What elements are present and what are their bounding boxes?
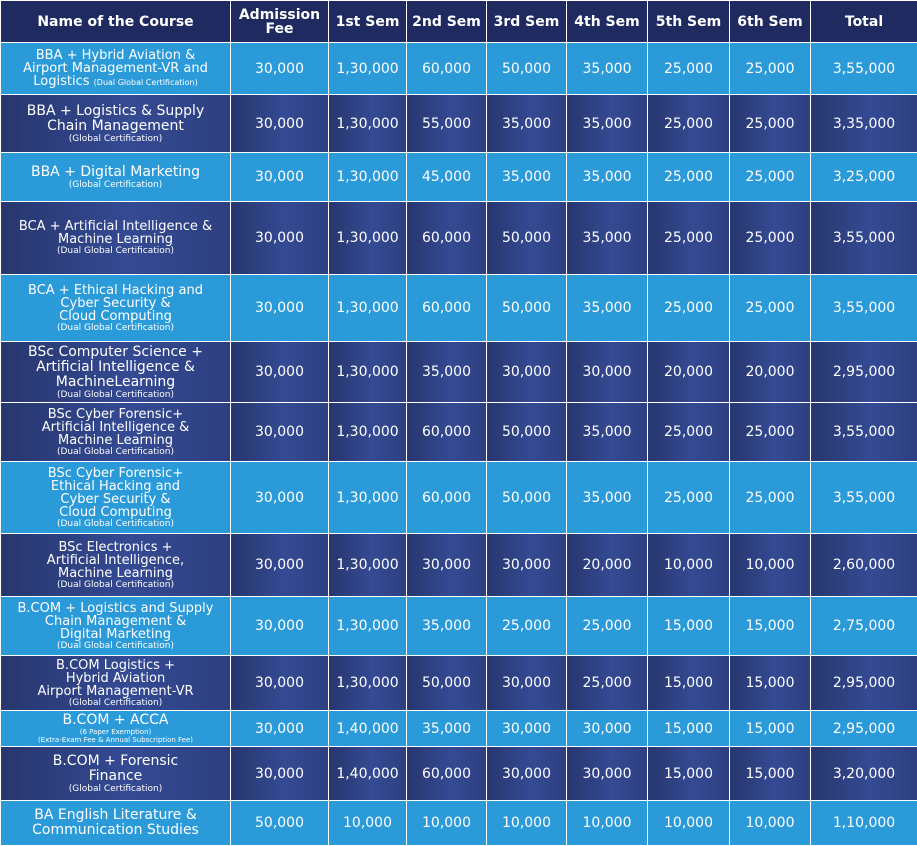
sem-5-cell: 15,000: [648, 747, 730, 801]
sem-1-cell: 1,30,000: [329, 534, 407, 597]
course-name-line: BBA + Hybrid Aviation &: [3, 49, 228, 62]
sem-2-cell: 60,000: [407, 747, 487, 801]
course-name-line: Hybrid Aviation: [3, 672, 228, 685]
sem-4-cell: 30,000: [567, 342, 648, 403]
sem-4-cell: 35,000: [567, 403, 648, 462]
total-cell: 3,55,000: [811, 403, 917, 462]
sem-6-cell: 20,000: [730, 342, 811, 403]
sem-1-cell: 1,30,000: [329, 43, 407, 95]
course-name-cell: [1, 43, 231, 95]
sem-6-cell: 15,000: [730, 597, 811, 656]
course-name-line: (Global Certification): [3, 698, 228, 708]
sem-4-cell: 35,000: [567, 462, 648, 534]
header-row: [1, 1, 917, 43]
course-name-line: BSc Electronics +: [3, 541, 228, 554]
course-name-line: (Dual Global Certification): [3, 323, 228, 333]
total-cell: 2,95,000: [811, 656, 917, 711]
course-name-line: Artificial Intelligence &: [3, 421, 228, 434]
total-cell: 2,95,000: [811, 342, 917, 403]
admission-fee-cell: 30,000: [231, 202, 329, 275]
sem-6-cell: 15,000: [730, 747, 811, 801]
course-name-line: B.COM + Logistics and Supply: [3, 602, 228, 615]
course-name-line: Artificial Intelligence,: [3, 554, 228, 567]
sem-3-cell: 50,000: [487, 275, 567, 342]
sem-2-cell: 60,000: [407, 275, 487, 342]
course-name-cell: [1, 153, 231, 202]
sem-5-cell: 25,000: [648, 95, 730, 153]
sem-5-cell: 25,000: [648, 43, 730, 95]
sem-2-cell: 30,000: [407, 534, 487, 597]
course-name-line: Chain Management &: [3, 615, 228, 628]
total-cell: 3,55,000: [811, 462, 917, 534]
course-name-line: Communication Studies: [3, 823, 228, 838]
course-name-cell: [1, 801, 231, 846]
table-row: [1, 153, 917, 202]
admission-fee-cell: 30,000: [231, 534, 329, 597]
course-name-line: (Dual Global Certification): [3, 641, 228, 651]
total-cell: 3,55,000: [811, 202, 917, 275]
course-name-line: B.COM + Forensic: [3, 754, 228, 769]
course-name-cell: [1, 342, 231, 403]
sem-4-cell: 35,000: [567, 202, 648, 275]
table-row: [1, 656, 917, 711]
table-row: [1, 43, 917, 95]
sem-4-cell: 35,000: [567, 43, 648, 95]
sem-6-cell: 25,000: [730, 462, 811, 534]
course-name-cell: [1, 597, 231, 656]
sem-4-cell: 25,000: [567, 656, 648, 711]
course-name-line: (Dual Global Certification): [3, 447, 228, 457]
sem-5-cell: 15,000: [648, 711, 730, 747]
sem-5-cell: 25,000: [648, 153, 730, 202]
course-name-line: Cloud Computing: [3, 310, 228, 323]
sem-6-cell: 25,000: [730, 95, 811, 153]
table-row: [1, 534, 917, 597]
course-name-line: Cyber Security &: [3, 493, 228, 506]
course-name-line: Cloud Computing: [3, 506, 228, 519]
course-name-line: MachineLearning: [3, 375, 228, 390]
sem-5-cell: 25,000: [648, 202, 730, 275]
sem-3-cell: 50,000: [487, 462, 567, 534]
course-name-cell: [1, 462, 231, 534]
header-5th-sem: 5th Sem: [648, 1, 730, 43]
sem-3-cell: 30,000: [487, 747, 567, 801]
header-6th-sem: 6th Sem: [730, 1, 811, 43]
sem-6-cell: 25,000: [730, 202, 811, 275]
sem-2-cell: 50,000: [407, 656, 487, 711]
course-name-line: Chain Management: [3, 119, 228, 134]
sem-1-cell: 1,30,000: [329, 597, 407, 656]
course-name-cell: [1, 403, 231, 462]
admission-fee-cell: 30,000: [231, 462, 329, 534]
sem-3-cell: 35,000: [487, 95, 567, 153]
sem-4-cell: 35,000: [567, 275, 648, 342]
certification-note: (Dual Global Certification): [94, 78, 198, 87]
sem-4-cell: 30,000: [567, 711, 648, 747]
total-cell: 3,25,000: [811, 153, 917, 202]
course-name-line: (Global Certification): [3, 134, 228, 144]
course-name-line: (Dual Global Certification): [3, 519, 228, 529]
admission-fee-cell: 30,000: [231, 597, 329, 656]
course-name-line: [3, 75, 228, 89]
sem-1-cell: 1,30,000: [329, 656, 407, 711]
sem-1-cell: 1,30,000: [329, 95, 407, 153]
header-admission-fee: Admission Fee: [231, 1, 329, 43]
sem-1-cell: 1,30,000: [329, 153, 407, 202]
course-name-cell: [1, 711, 231, 747]
table-row: [1, 202, 917, 275]
sem-4-cell: 25,000: [567, 597, 648, 656]
course-name-line: Ethical Hacking and: [3, 480, 228, 493]
total-cell: 3,55,000: [811, 43, 917, 95]
course-name-line: (6 Paper Exemption): [3, 728, 228, 736]
table-row: [1, 462, 917, 534]
course-name-line: (Dual Global Certification): [3, 580, 228, 590]
course-name-line: BBA + Digital Marketing: [3, 165, 228, 180]
sem-1-cell: 1,30,000: [329, 342, 407, 403]
admission-fee-cell: 30,000: [231, 43, 329, 95]
sem-4-cell: 30,000: [567, 747, 648, 801]
course-name-cell: [1, 95, 231, 153]
sem-1-cell: 1,40,000: [329, 711, 407, 747]
course-name-line: Machine Learning: [3, 434, 228, 447]
table-row: [1, 275, 917, 342]
course-name-line: BSc Cyber Forensic+: [3, 467, 228, 480]
course-name-cell: [1, 275, 231, 342]
table-row: [1, 403, 917, 462]
total-cell: 2,75,000: [811, 597, 917, 656]
course-name-line: (Dual Global Certification): [3, 390, 228, 400]
total-cell: 2,95,000: [811, 711, 917, 747]
sem-3-cell: 35,000: [487, 153, 567, 202]
course-name-line: (Global Certification): [3, 784, 228, 794]
course-name-line: Machine Learning: [3, 567, 228, 580]
admission-fee-cell: 30,000: [231, 95, 329, 153]
sem-3-cell: 50,000: [487, 403, 567, 462]
sem-1-cell: 1,30,000: [329, 462, 407, 534]
admission-fee-cell: 30,000: [231, 275, 329, 342]
sem-5-cell: 25,000: [648, 462, 730, 534]
sem-6-cell: 25,000: [730, 403, 811, 462]
sem-5-cell: 25,000: [648, 275, 730, 342]
course-name-line: Cyber Security &: [3, 297, 228, 310]
sem-6-cell: 15,000: [730, 656, 811, 711]
sem-6-cell: 25,000: [730, 153, 811, 202]
header-total: Total: [811, 1, 917, 43]
table-row: [1, 747, 917, 801]
table-row: [1, 342, 917, 403]
sem-4-cell: 35,000: [567, 153, 648, 202]
course-name-line: Airport Management-VR: [3, 685, 228, 698]
admission-fee-cell: 30,000: [231, 711, 329, 747]
course-name-line: BA English Literature &: [3, 808, 228, 823]
course-name-line: Airport Management-VR and: [3, 62, 228, 75]
course-name-line: Machine Learning: [3, 233, 228, 246]
header-course-name: Name of the Course: [1, 1, 231, 43]
total-cell: 3,55,000: [811, 275, 917, 342]
sem-5-cell: 15,000: [648, 656, 730, 711]
course-name-line: (Dual Global Certification): [3, 246, 228, 256]
course-name-cell: [1, 656, 231, 711]
course-name-line: B.COM Logistics +: [3, 659, 228, 672]
sem-5-cell: 15,000: [648, 597, 730, 656]
sem-3-cell: 50,000: [487, 202, 567, 275]
sem-3-cell: 50,000: [487, 43, 567, 95]
table-row: [1, 711, 917, 747]
sem-6-cell: 25,000: [730, 43, 811, 95]
sem-5-cell: 20,000: [648, 342, 730, 403]
course-name-cell: [1, 534, 231, 597]
sem-2-cell: 60,000: [407, 462, 487, 534]
sem-1-cell: 10,000: [329, 801, 407, 846]
sem-3-cell: 30,000: [487, 656, 567, 711]
admission-fee-cell: 30,000: [231, 403, 329, 462]
admission-fee-cell: 30,000: [231, 153, 329, 202]
sem-2-cell: 35,000: [407, 597, 487, 656]
header-1st-sem: 1st Sem: [329, 1, 407, 43]
sem-4-cell: 35,000: [567, 95, 648, 153]
admission-fee-cell: 50,000: [231, 801, 329, 846]
sem-6-cell: 10,000: [730, 534, 811, 597]
sem-6-cell: 25,000: [730, 275, 811, 342]
header-3rd-sem: 3rd Sem: [487, 1, 567, 43]
table-row: [1, 597, 917, 656]
admission-fee-cell: 30,000: [231, 656, 329, 711]
sem-2-cell: 55,000: [407, 95, 487, 153]
sem-6-cell: 10,000: [730, 801, 811, 846]
sem-2-cell: 35,000: [407, 711, 487, 747]
course-name-line: BCA + Artificial Intelligence &: [3, 220, 228, 233]
course-name-line: BSc Computer Science +: [3, 345, 228, 360]
sem-4-cell: 10,000: [567, 801, 648, 846]
sem-1-cell: 1,40,000: [329, 747, 407, 801]
sem-3-cell: 30,000: [487, 534, 567, 597]
course-name-cell: [1, 747, 231, 801]
sem-5-cell: 10,000: [648, 801, 730, 846]
table-row: [1, 801, 917, 846]
admission-fee-cell: 30,000: [231, 342, 329, 403]
sem-3-cell: 10,000: [487, 801, 567, 846]
course-name-line: B.COM + ACCA: [3, 713, 228, 728]
course-name-line: BSc Cyber Forensic+: [3, 408, 228, 421]
sem-5-cell: 10,000: [648, 534, 730, 597]
table-row: [1, 95, 917, 153]
sem-4-cell: 20,000: [567, 534, 648, 597]
total-cell: 1,10,000: [811, 801, 917, 846]
sem-1-cell: 1,30,000: [329, 275, 407, 342]
sem-2-cell: 60,000: [407, 403, 487, 462]
sem-2-cell: 60,000: [407, 43, 487, 95]
course-name-line: BBA + Logistics & Supply: [3, 104, 228, 119]
admission-fee-cell: 30,000: [231, 747, 329, 801]
course-name-text: Logistics: [33, 74, 89, 89]
sem-3-cell: 30,000: [487, 342, 567, 403]
course-name-line: (Extra-Exam Fee & Annual Subscription Fee): [3, 736, 228, 744]
header-4th-sem: 4th Sem: [567, 1, 648, 43]
sem-2-cell: 35,000: [407, 342, 487, 403]
total-cell: 2,60,000: [811, 534, 917, 597]
sem-1-cell: 1,30,000: [329, 403, 407, 462]
sem-2-cell: 10,000: [407, 801, 487, 846]
header-2nd-sem: 2nd Sem: [407, 1, 487, 43]
course-name-line: Digital Marketing: [3, 628, 228, 641]
course-name-line: Finance: [3, 769, 228, 784]
total-cell: 3,35,000: [811, 95, 917, 153]
sem-3-cell: 25,000: [487, 597, 567, 656]
sem-3-cell: 30,000: [487, 711, 567, 747]
course-name-line: BCA + Ethical Hacking and: [3, 284, 228, 297]
course-name-line: Artificial Intelligence &: [3, 360, 228, 375]
course-name-line: (Global Certification): [3, 180, 228, 190]
sem-2-cell: 45,000: [407, 153, 487, 202]
sem-2-cell: 60,000: [407, 202, 487, 275]
sem-5-cell: 25,000: [648, 403, 730, 462]
course-name-cell: [1, 202, 231, 275]
total-cell: 3,20,000: [811, 747, 917, 801]
sem-1-cell: 1,30,000: [329, 202, 407, 275]
sem-6-cell: 15,000: [730, 711, 811, 747]
